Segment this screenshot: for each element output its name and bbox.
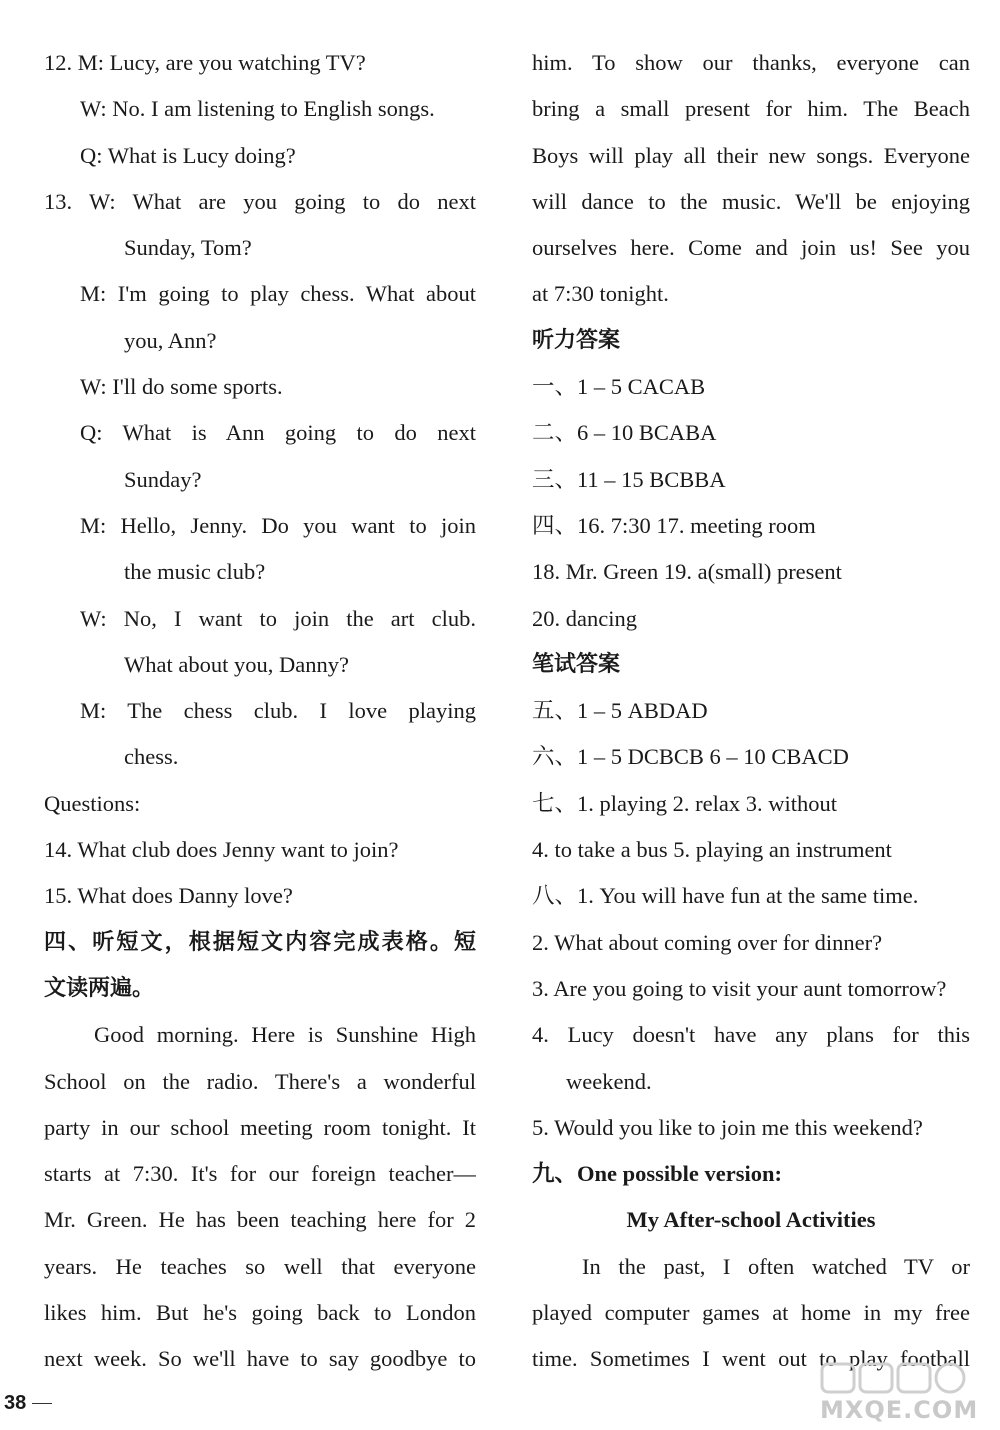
answer-line: 五、1 – 5 ABDAD <box>532 698 708 724</box>
right-column <box>532 40 970 1383</box>
q13-woman-sports-line: W: I'll do some sports. <box>80 374 283 400</box>
answer-line: 二、6 – 10 BCABA <box>532 420 717 446</box>
answer-line: 20. dancing <box>532 605 637 631</box>
watermark <box>790 1360 990 1424</box>
passage-line: will dance to the music. We'll be enjoying <box>532 188 970 214</box>
answer-line-cont: weekend. <box>566 1068 652 1094</box>
question-14: 14. What club does Jenny want to join? <box>44 837 399 863</box>
dialogue-man-hello-cont: the music club? <box>124 559 266 585</box>
q13-question-line: Q: What is Ann going to do next <box>80 420 476 446</box>
passage-line: Boys will play all their new songs. Everyone <box>532 142 970 168</box>
footer-rule <box>32 1403 52 1404</box>
passage-line: him. To show our thanks, everyone can <box>532 50 970 75</box>
q13-man-line: M: I'm going to play chess. What about <box>80 281 476 307</box>
passage-line: bring a small present for him. The Beach <box>532 96 970 122</box>
answer-line: 5. Would you like to join me this weekend? <box>532 1114 923 1140</box>
passage-line: at 7:30 tonight. <box>532 281 669 307</box>
answer-line: 3. Are you going to visit your aunt tomorrow? <box>532 975 947 1001</box>
passage-line: party in our school meeting room tonight. It <box>44 1114 476 1140</box>
watermark-text: MXQE.COM <box>820 1396 979 1424</box>
q13-question-line-cont: Sunday? <box>124 466 202 492</box>
questions-heading: Questions: <box>44 790 141 816</box>
possible-version-heading: 九、One possible version: <box>532 1161 783 1187</box>
q13-woman-line: 13. W: What are you going to do next <box>44 188 476 214</box>
left-column <box>44 40 476 1383</box>
page-footer <box>4 1392 52 1415</box>
answer-line: 一、1 – 5 CACAB <box>532 374 706 400</box>
answer-line: 七、1. playing 2. relax 3. without <box>532 790 837 816</box>
answer-line: 八、1. You will have fun at the same time. <box>532 883 919 909</box>
page-number: 38 <box>4 1392 27 1414</box>
answer-line: 四、16. 7:30 17. meeting room <box>532 512 816 538</box>
essay-line: played computer games at home in my free <box>532 1300 970 1326</box>
answer-line: 18. Mr. Green 19. a(small) present <box>532 559 842 585</box>
passage-line: starts at 7:30. It's for our foreign teacher— <box>44 1161 476 1187</box>
q13-woman-line-cont: Sunday, Tom? <box>124 235 252 261</box>
watermark-logo-icon <box>820 1360 970 1396</box>
essay-line: In the past, I often watched TV or <box>582 1253 970 1279</box>
passage-line: years. He teaches so well that everyone <box>44 1253 476 1279</box>
passage-line: next week. So we'll have to say goodbye to <box>44 1346 476 1372</box>
question-15: 15. What does Danny love? <box>44 883 293 909</box>
q13-man-line-cont: you, Ann? <box>124 327 217 353</box>
essay-line: time. Sometimes I went out to play football <box>532 1346 970 1372</box>
answer-line: 4. to take a bus 5. playing an instrument <box>532 837 892 863</box>
dialogue-woman-art-cont: What about you, Danny? <box>124 651 349 677</box>
dialogue-man-chess-line: M: The chess club. I love playing <box>80 698 476 724</box>
answer-line: 六、1 – 5 DCBCB 6 – 10 CBACD <box>532 744 849 770</box>
passage-line: ourselves here. Come and join us! See you <box>532 235 970 261</box>
q12-man-line: 12. M: Lucy, are you watching TV? <box>44 50 366 75</box>
q12-question-line: Q: What is Lucy doing? <box>80 142 296 168</box>
answer-line: 2. What about coming over for dinner? <box>532 929 883 955</box>
passage-line: Good morning. Here is Sunshine High <box>94 1022 476 1048</box>
passage-line: Mr. Green. He has been teaching here for 2 <box>44 1207 476 1233</box>
dialogue-man-hello-line: M: Hello, Jenny. Do you want to join <box>80 512 476 538</box>
answer-line: 4. Lucy doesn't have any plans for this <box>532 1022 970 1048</box>
essay-title: My After-school Activities <box>626 1207 876 1233</box>
section-4-heading: 四、听短文，根据短文内容完成表格。短 <box>44 929 476 955</box>
dialogue-man-chess-cont: chess. <box>124 744 179 770</box>
written-answers-heading: 笔试答案 <box>532 651 621 677</box>
section-4-heading-cont: 文读两遍。 <box>44 975 155 1001</box>
answer-line: 三、11 – 15 BCBBA <box>532 466 726 492</box>
q12-woman-line: W: No. I am listening to English songs. <box>80 96 435 122</box>
listening-answers-heading: 听力答案 <box>532 327 621 353</box>
dialogue-woman-art-line: W: No, I want to join the art club. <box>80 605 476 631</box>
passage-line: School on the radio. There's a wonderful <box>44 1068 476 1094</box>
passage-line: likes him. But he's going back to London <box>44 1300 476 1326</box>
